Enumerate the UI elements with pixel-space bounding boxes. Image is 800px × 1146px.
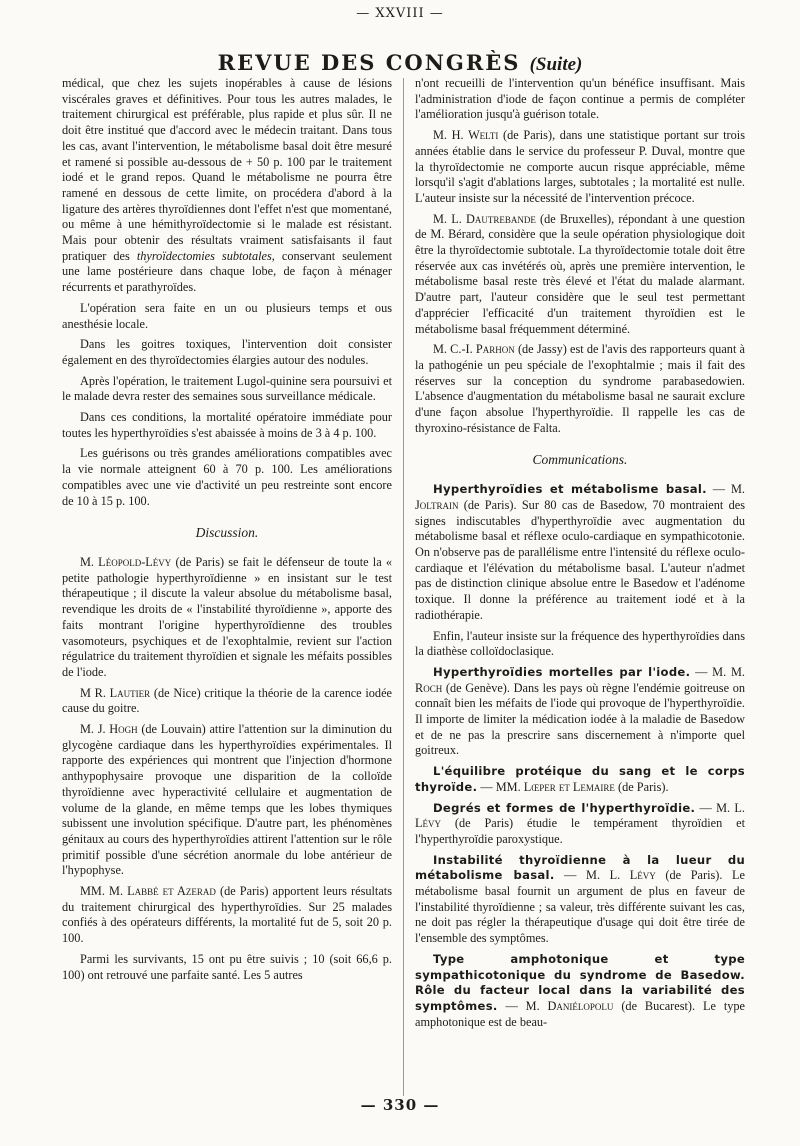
paragraph: Après l'opération, le traitement Lugol-quinine sera poursuivi et le malade devra rester des semaines sous surveillance médicale.	[62, 373, 392, 404]
author-name: M R. Lautier	[80, 685, 151, 700]
text: (de Bruxelles), répondant à une question de M. Bérard, considère que la seule opération physiologique doit être la thyroïdectomie subtotale. La thyroïdectomie totale doit être réservée aux cas invétérés où, après une première intervention, le métabolisme basal reste très élevé et l'état du malade alarmant. D'autre part, l'auteur considère que le seul test permettant d'apprécier l'efficacité d'un traitement thyroïdien est le métabolisme basal fréquemment déterminé.	[415, 211, 745, 336]
communication-entry	[415, 801, 745, 848]
paragraph: Dans ces conditions, la mortalité opératoire immédiate pour toutes les hyperthyroïdies s'est abaissée à moins de 3 à 4 p. 100.	[62, 410, 392, 440]
author-name: M. L. Dautrebande	[433, 211, 536, 226]
text: (de Paris). Sur 80 cas de Basedow, 70 montraient des signes indiscutables d'hyperthyroïdie avec augmentation du métabolisme basal et réflexe oculo-cardiaque en sympathicotonie. On n'observe pas de parallélisme entre l'intensité du réflexe oculo-cardiaque et l'élévation du métabolisme basal. L'auteur n'admet pas de distinction clinique absolue entre le Basedow et l'adénome toxique. Il donne la préférence au traitement iodé et à la radiothérapie.	[415, 497, 745, 622]
text: (de Paris), dans une statistique portant sur trois années établie dans le service du professeur P. Duval, montre que la thyroïdectomie ne comporte aucun risque appréciable, même lorsqu'il s'agit d'ablations larges, subtotales ; la mortalité est nulle. L'auteur insiste sur la nécessité de l'intervention précoce.	[415, 128, 745, 205]
text: (de Paris). Le métabolisme basal fournit un argument de plus en faveur de l'instabilité thyroïdienne ; sa valeur, très différente suivant les cas, ne doit pas régler la thérapeutique d'usage qui doit être tirée de l'ensemble des symptômes.	[415, 868, 745, 946]
text: (de Paris).	[618, 779, 669, 794]
text: , conservant seulement une lame postérieure dans chaque lobe, de façon à ménager récurrents et parathyroïdes.	[62, 248, 392, 295]
paragraph	[415, 128, 745, 207]
communications-heading: Communications.	[532, 452, 628, 468]
author-name: — M. Joltrain	[415, 482, 745, 512]
paragraph: Enfin, l'auteur insiste sur la fréquence des hyperthyroïdies dans la diathèse colloïdoclasique.	[415, 628, 745, 659]
communication-title: Degrés et formes de l'hyperthyroïdie.	[433, 800, 696, 815]
paragraph: Dans les goitres toxiques, l'intervention doit consister également en des thyroïdectomies élargies autour des nodules.	[62, 337, 392, 367]
paragraph: Les guérisons ou très grandes améliorations compatibles avec la vie normale atteignent 60 à 70 p. 100. Les améliorations compatibles avec une vie d'activité un peu restreinte sont encore de 10 à 15 p. 100.	[62, 446, 392, 508]
text: (de Paris) étudie le tempérament thyroïdien et l'hyperthyroïdie paroxystique.	[415, 816, 745, 846]
author-name: — M. L. Lévy	[415, 800, 745, 831]
journal-title-main: REVUE DES CONGRÈS	[217, 50, 521, 75]
paragraph: n'ont recueilli de l'intervention qu'un bénéfice insuffisant. Mais l'administration d'iode de façon continue a permis de compléter l'amélioration jusqu'à guérison totale.	[415, 76, 745, 122]
text: (de Bucarest). Le type amphotonique est de beau-	[415, 998, 745, 1029]
communication-title: Type amphotonique et type sympathicotonique du syndrome de Basedow. Rôle du facteur local dans la variabilité des symptômes.	[415, 951, 745, 1013]
paragraph	[415, 212, 745, 338]
communication-entry	[415, 952, 745, 1031]
paragraph	[415, 342, 745, 436]
text: (de Genève). Dans les pays où règne l'endémie goitreuse on connaît bien les méfaits de l'iode qui provoque de l'hyperthyroïdie. Il importe de limiter la médication iodée à la maladie de Basedow et de ne pas la prescrire sans discernement à n'importe quel goitreux.	[415, 680, 745, 758]
communication-entry	[415, 764, 745, 795]
journal-title-suite: (Suite)	[529, 54, 583, 75]
communication-title: Instabilité thyroïdienne à la lueur du métabolisme basal.	[415, 852, 745, 883]
page-number: — 330 —	[360, 1096, 440, 1114]
text: médical, que chez les sujets inopérables à cause de lésions viscérales graves et définitives. Pour tous les autres malades, le traitement chirurgical est préférable, plus rapide et plus sûr. Il ne doit être institué que d'accord avec le médecin traitant. Dans tous les cas, avant l'intervention, le métabolisme basal doit être mesuré et ramené si possible au-dessous de + 50 p. 100 par le traitement iodé et le grand repos. Quand le métabolisme ne pourra être ramené en dessous de cette limite, on procédera d'abord à la ligature des artères thyroïdiennes dont l'effet n'est que momentané, ou même à une hémithyroïdectomie si le malade est résistant. Mais pour obtenir des résultats vraiment satisfaisants il faut pratiquer des	[62, 76, 392, 263]
author-name: — MM. Lœper et Lemaire	[480, 779, 615, 794]
paragraph	[62, 555, 392, 681]
communication-title: L'équilibre protéique du sang et le corps thyroïde.	[415, 764, 745, 794]
author-name: MM. M. Labbé et Azerad	[80, 884, 216, 899]
paragraph	[62, 722, 392, 879]
paragraph: L'opération sera faite en un ou plusieurs temps et ous anesthésie locale.	[62, 300, 392, 331]
communication-title: Hyperthyroïdies et métabolisme basal.	[433, 482, 707, 497]
text: (de Louvain) attire l'attention sur la diminution du glycogène cardiaque dans les hyperthyroïdies expérimentales. Il rapporte des expériences qui montrent que l'injection d'hormone anthypophysaire provoque une disparition de la colloïde thyroïdienne avec hyperactivité cellulaire et augmentation de volume de la glande, en même temps que les lobes thymiques subissent une involution spécifique. D'autre part, les phénomènes génitaux au cours des hyperthyroïdies attirent l'attention sur le rôle primitif possible d'une sécrétion anormale du lobe antérieur de l'hypophyse.	[62, 722, 392, 878]
author-name: M. C.-I. Parhon	[433, 342, 515, 357]
left-column	[62, 76, 392, 1094]
author-name: M. Léopold-Lévy	[80, 554, 172, 569]
text: (de Nice) critique la théorie de la carence iodée cause du goitre.	[62, 685, 392, 716]
journal-title	[0, 50, 800, 76]
paragraph: Parmi les survivants, 15 ont pu être suivis ; 10 (soit 66,6 p. 100) ont retrouvé une parfaite santé. Les 5 autres	[62, 951, 392, 982]
author-name: M. J. Hogh	[80, 722, 138, 737]
italic-text: thyroïdectomies subtotales	[136, 248, 272, 263]
text: (de Paris) se fait le défenseur de toute la « petite pathologie hyperthyroïdienne » en insistant sur le test thérapeutique ; il discute la valeur absolue du métabolisme basal, revendique les droits de « l'instabilité thyroïdienne », apporte des faits montrant l'origine hyperthyroïdienne des troubles vasomoteurs, psychiques et de l'exophtalmie, revient sur l'action régulatrice du traitement thyroïdien et signale les méfaits possibles de l'iode.	[62, 554, 392, 679]
communication-entry	[415, 665, 745, 759]
text: (de Jassy) est de l'avis des rapporteurs quant à la pathogénie un peu spéciale de l'exophtalmie ; mais il fait des réserves sur la conception du syndrome parabasedowien. L'absence d'augmentation du métabolisme basal ne saurait exclure d'une façon absolue l'hyperthyroïdie. Il rappelle les cas de thyroxino-résistance de Falta.	[415, 342, 745, 435]
column-divider	[403, 78, 404, 1096]
author-name: — M. L. Lévy	[564, 868, 656, 883]
paragraph	[62, 686, 392, 717]
paragraph	[62, 884, 392, 947]
discussion-heading: Discussion.	[195, 525, 259, 541]
communication-entry	[415, 853, 745, 947]
paragraph	[62, 76, 392, 296]
top-folio: — XXVIII —	[356, 6, 444, 21]
right-column	[415, 76, 745, 1094]
author-name: M. H. Welti	[433, 128, 499, 143]
communication-title: Hyperthyroïdies mortelles par l'iode.	[433, 664, 691, 679]
communication-entry	[415, 482, 745, 623]
author-name: — M. M. Roch	[415, 664, 745, 695]
text: (de Paris) apportent leurs résultats du traitement chirurgical des hyperthyroïdies. Sur 25 malades confiés à des opérateurs différents, la mortalité fut de 5, soit 20 p. 100.	[62, 884, 392, 946]
author-name: — M. Daniélopolu	[505, 998, 614, 1013]
